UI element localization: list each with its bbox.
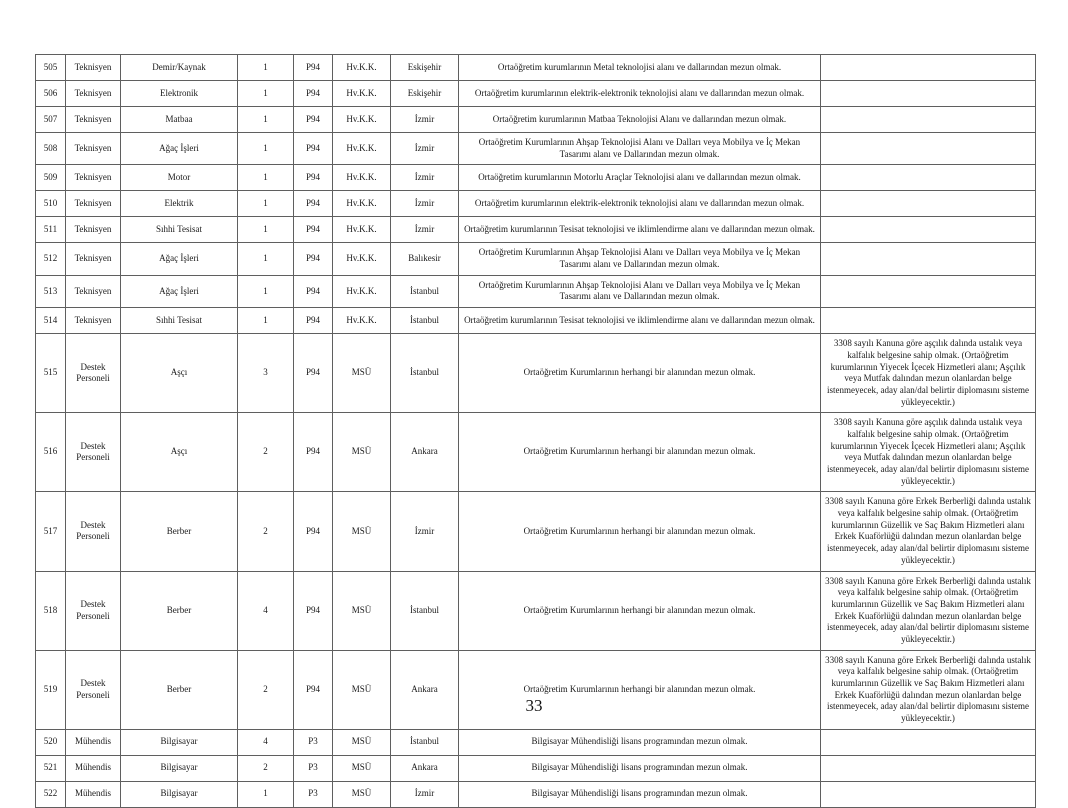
cell-note bbox=[821, 55, 1036, 81]
cell-note bbox=[821, 308, 1036, 334]
table-row bbox=[36, 492, 1036, 571]
positions-table bbox=[35, 54, 1036, 808]
table-row bbox=[36, 133, 1036, 165]
cell-city: İzmir bbox=[391, 107, 459, 133]
cell-note bbox=[821, 81, 1036, 107]
cell-branch: Berber bbox=[121, 650, 238, 729]
cell-count: 3 bbox=[238, 334, 294, 413]
cell-branch: Bilgisayar bbox=[121, 729, 238, 755]
cell-city: Balıkesir bbox=[391, 243, 459, 275]
cell-score: P94 bbox=[294, 243, 333, 275]
cell-city: İzmir bbox=[391, 133, 459, 165]
cell-seq: 512 bbox=[36, 243, 66, 275]
cell-seq: 507 bbox=[36, 107, 66, 133]
cell-institution: MSÜ bbox=[333, 755, 391, 781]
cell-city: İzmir bbox=[391, 165, 459, 191]
cell-title: Teknisyen bbox=[66, 107, 121, 133]
cell-note: 3308 sayılı Kanuna göre Erkek Berberliği dalında ustalık veya kalfalık belgesine sahip olmak. (Ortaöğretim kurumlarının Güzellik ve Saç Bakım Hizmetleri alanı Erkek Kuaförlüğü dalından mezun olanlardan belge istenmeyecek, aday alan/dal belirtir diplomasını sisteme yükleyecektir.) bbox=[821, 571, 1036, 650]
cell-institution: MSÜ bbox=[333, 334, 391, 413]
cell-branch: Sıhhi Tesisat bbox=[121, 308, 238, 334]
cell-branch: Aşçı bbox=[121, 413, 238, 492]
page-number: 33 bbox=[525, 696, 543, 715]
cell-city: Ankara bbox=[391, 650, 459, 729]
cell-count: 4 bbox=[238, 571, 294, 650]
cell-requirement: Ortaöğretim kurumlarının Tesisat teknolojisi ve iklimlendirme alanı ve dallarından mezun olmak. bbox=[459, 217, 821, 243]
cell-city: İstanbul bbox=[391, 571, 459, 650]
cell-seq: 511 bbox=[36, 217, 66, 243]
cell-city: İstanbul bbox=[391, 308, 459, 334]
cell-institution: Hv.K.K. bbox=[333, 165, 391, 191]
cell-requirement: Ortaöğretim Kurumlarının Ahşap Teknolojisi Alanı ve Dalları veya Mobilya ve İç Mekan Tasarımı alanı ve Dallarından mezun olmak. bbox=[459, 243, 821, 275]
cell-branch: Matbaa bbox=[121, 107, 238, 133]
cell-institution: Hv.K.K. bbox=[333, 217, 391, 243]
cell-institution: Hv.K.K. bbox=[333, 55, 391, 81]
cell-branch: Demir/Kaynak bbox=[121, 55, 238, 81]
cell-score: P94 bbox=[294, 217, 333, 243]
table-row bbox=[36, 729, 1036, 755]
cell-score: P3 bbox=[294, 781, 333, 807]
cell-title: Destek Personeli bbox=[66, 334, 121, 413]
cell-branch: Ağaç İşleri bbox=[121, 243, 238, 275]
cell-branch: Aşçı bbox=[121, 334, 238, 413]
cell-seq: 519 bbox=[36, 650, 66, 729]
cell-count: 1 bbox=[238, 165, 294, 191]
cell-count: 4 bbox=[238, 729, 294, 755]
cell-requirement: Ortaöğretim kurumlarının Motorlu Araçlar Teknolojisi alanı ve dallarından mezun olmak. bbox=[459, 165, 821, 191]
cell-title: Teknisyen bbox=[66, 165, 121, 191]
cell-requirement: Ortaöğretim kurumlarının elektrik-elektronik teknolojisi alanı ve dallarından mezun olmak. bbox=[459, 191, 821, 217]
cell-score: P94 bbox=[294, 191, 333, 217]
cell-institution: Hv.K.K. bbox=[333, 191, 391, 217]
cell-requirement: Ortaöğretim kurumlarının Tesisat teknolojisi ve iklimlendirme alanı ve dallarından mezun olmak. bbox=[459, 308, 821, 334]
cell-institution: Hv.K.K. bbox=[333, 275, 391, 307]
table-row bbox=[36, 413, 1036, 492]
cell-city: İstanbul bbox=[391, 334, 459, 413]
cell-seq: 505 bbox=[36, 55, 66, 81]
cell-title: Destek Personeli bbox=[66, 571, 121, 650]
cell-institution: MSÜ bbox=[333, 571, 391, 650]
cell-requirement: Ortaöğretim Kurumlarının herhangi bir alanından mezun olmak. bbox=[459, 413, 821, 492]
cell-note bbox=[821, 243, 1036, 275]
cell-title: Teknisyen bbox=[66, 308, 121, 334]
cell-institution: Hv.K.K. bbox=[333, 243, 391, 275]
cell-branch: Ağaç İşleri bbox=[121, 275, 238, 307]
cell-branch: Motor bbox=[121, 165, 238, 191]
cell-title: Destek Personeli bbox=[66, 492, 121, 571]
cell-requirement: Ortaöğretim Kurumlarının herhangi bir alanından mezun olmak. bbox=[459, 650, 821, 729]
cell-seq: 521 bbox=[36, 755, 66, 781]
table-row bbox=[36, 165, 1036, 191]
table-row bbox=[36, 781, 1036, 807]
cell-score: P94 bbox=[294, 650, 333, 729]
cell-institution: Hv.K.K. bbox=[333, 107, 391, 133]
cell-institution: MSÜ bbox=[333, 781, 391, 807]
cell-title: Teknisyen bbox=[66, 275, 121, 307]
cell-count: 2 bbox=[238, 492, 294, 571]
cell-count: 2 bbox=[238, 755, 294, 781]
table-body bbox=[36, 55, 1036, 808]
cell-seq: 514 bbox=[36, 308, 66, 334]
cell-count: 1 bbox=[238, 55, 294, 81]
cell-score: P94 bbox=[294, 334, 333, 413]
cell-score: P3 bbox=[294, 755, 333, 781]
cell-title: Teknisyen bbox=[66, 55, 121, 81]
cell-requirement: Bilgisayar Mühendisliği lisans programından mezun olmak. bbox=[459, 781, 821, 807]
cell-city: Ankara bbox=[391, 755, 459, 781]
cell-city: İzmir bbox=[391, 492, 459, 571]
cell-note: 3308 sayılı Kanuna göre Erkek Berberliği dalında ustalık veya kalfalık belgesine sahip olmak. (Ortaöğretim kurumlarının Güzellik ve Saç Bakım Hizmetleri alanı Erkek Kuaförlüğü dalından mezun olanlardan belge istenmeyecek, aday alan/dal belirtir diplomasını sisteme yükleyecektir.) bbox=[821, 492, 1036, 571]
cell-city: İstanbul bbox=[391, 729, 459, 755]
cell-title: Teknisyen bbox=[66, 81, 121, 107]
cell-requirement: Bilgisayar Mühendisliği lisans programından mezun olmak. bbox=[459, 755, 821, 781]
cell-score: P94 bbox=[294, 133, 333, 165]
cell-seq: 508 bbox=[36, 133, 66, 165]
cell-branch: Elektronik bbox=[121, 81, 238, 107]
cell-seq: 520 bbox=[36, 729, 66, 755]
cell-city: İzmir bbox=[391, 191, 459, 217]
cell-score: P94 bbox=[294, 107, 333, 133]
cell-seq: 510 bbox=[36, 191, 66, 217]
cell-score: P94 bbox=[294, 571, 333, 650]
cell-count: 1 bbox=[238, 781, 294, 807]
cell-institution: MSÜ bbox=[333, 729, 391, 755]
cell-score: P94 bbox=[294, 413, 333, 492]
cell-seq: 506 bbox=[36, 81, 66, 107]
cell-city: Ankara bbox=[391, 413, 459, 492]
cell-count: 1 bbox=[238, 308, 294, 334]
cell-score: P94 bbox=[294, 55, 333, 81]
cell-score: P3 bbox=[294, 729, 333, 755]
cell-note bbox=[821, 781, 1036, 807]
cell-branch: Bilgisayar bbox=[121, 755, 238, 781]
cell-count: 1 bbox=[238, 243, 294, 275]
cell-score: P94 bbox=[294, 308, 333, 334]
cell-requirement: Ortaöğretim Kurumlarının herhangi bir alanından mezun olmak. bbox=[459, 492, 821, 571]
cell-institution: MSÜ bbox=[333, 492, 391, 571]
cell-seq: 522 bbox=[36, 781, 66, 807]
cell-branch: Ağaç İşleri bbox=[121, 133, 238, 165]
cell-branch: Sıhhi Tesisat bbox=[121, 217, 238, 243]
cell-branch: Berber bbox=[121, 571, 238, 650]
cell-note bbox=[821, 107, 1036, 133]
table-row bbox=[36, 334, 1036, 413]
cell-city: Eskişehir bbox=[391, 55, 459, 81]
cell-note bbox=[821, 133, 1036, 165]
cell-institution: Hv.K.K. bbox=[333, 308, 391, 334]
cell-institution: MSÜ bbox=[333, 413, 391, 492]
cell-count: 1 bbox=[238, 217, 294, 243]
cell-note: 3308 sayılı Kanuna göre aşçılık dalında ustalık veya kalfalık belgesine sahip olmak. (Ortaöğretim kurumlarının Yiyecek İçecek Hizmetleri alanı; Aşçılık veya Mutfak dalından mezun olanlardan belge istenmeyecek, aday alan/dal belirtir diplomasını sisteme yükleyecektir.) bbox=[821, 413, 1036, 492]
cell-institution: Hv.K.K. bbox=[333, 133, 391, 165]
cell-branch: Elektrik bbox=[121, 191, 238, 217]
cell-title: Mühendis bbox=[66, 729, 121, 755]
cell-count: 1 bbox=[238, 191, 294, 217]
cell-note: 3308 sayılı Kanuna göre Erkek Berberliği dalında ustalık veya kalfalık belgesine sahip olmak. (Ortaöğretim kurumlarının Güzellik ve Saç Bakım Hizmetleri alanı Erkek Kuaförlüğü dalından mezun olanlardan belge istenmeyecek, aday alan/dal belirtir diplomasını sisteme yükleyecektir.) bbox=[821, 650, 1036, 729]
cell-seq: 509 bbox=[36, 165, 66, 191]
cell-title: Mühendis bbox=[66, 781, 121, 807]
cell-score: P94 bbox=[294, 275, 333, 307]
cell-title: Destek Personeli bbox=[66, 413, 121, 492]
cell-count: 2 bbox=[238, 413, 294, 492]
cell-seq: 516 bbox=[36, 413, 66, 492]
cell-title: Teknisyen bbox=[66, 133, 121, 165]
cell-requirement: Ortaöğretim Kurumlarının Ahşap Teknolojisi Alanı ve Dalları veya Mobilya ve İç Mekan Tasarımı alanı ve Dallarından mezun olmak. bbox=[459, 275, 821, 307]
table-row bbox=[36, 308, 1036, 334]
cell-institution: MSÜ bbox=[333, 650, 391, 729]
cell-note bbox=[821, 755, 1036, 781]
table-row bbox=[36, 81, 1036, 107]
cell-count: 2 bbox=[238, 650, 294, 729]
cell-branch: Berber bbox=[121, 492, 238, 571]
cell-count: 1 bbox=[238, 107, 294, 133]
cell-note: 3308 sayılı Kanuna göre aşçılık dalında ustalık veya kalfalık belgesine sahip olmak. (Ortaöğretim kurumlarının Yiyecek İçecek Hizmetleri alanı; Aşçılık veya Mutfak dalından mezun olanlardan belge istenmeyecek, aday alan/dal belirtir diplomasını sisteme yükleyecektir.) bbox=[821, 334, 1036, 413]
cell-requirement: Ortaöğretim kurumlarının elektrik-elektronik teknolojisi alanı ve dallarından mezun olmak. bbox=[459, 81, 821, 107]
cell-city: İstanbul bbox=[391, 275, 459, 307]
table-row bbox=[36, 107, 1036, 133]
cell-count: 1 bbox=[238, 275, 294, 307]
cell-score: P94 bbox=[294, 492, 333, 571]
cell-requirement: Ortaöğretim Kurumlarının Ahşap Teknolojisi Alanı ve Dalları veya Mobilya ve İç Mekan Tasarımı alanı ve Dallarından mezun olmak. bbox=[459, 133, 821, 165]
cell-requirement: Ortaöğretim Kurumlarının herhangi bir alanından mezun olmak. bbox=[459, 334, 821, 413]
table-row bbox=[36, 755, 1036, 781]
table-row bbox=[36, 571, 1036, 650]
cell-seq: 517 bbox=[36, 492, 66, 571]
cell-seq: 518 bbox=[36, 571, 66, 650]
table-row bbox=[36, 243, 1036, 275]
cell-note bbox=[821, 165, 1036, 191]
table-row bbox=[36, 650, 1036, 729]
cell-note bbox=[821, 217, 1036, 243]
cell-note bbox=[821, 729, 1036, 755]
cell-title: Destek Personeli bbox=[66, 650, 121, 729]
cell-requirement: Ortaöğretim kurumlarının Metal teknolojisi alanı ve dallarından mezun olmak. bbox=[459, 55, 821, 81]
cell-title: Teknisyen bbox=[66, 243, 121, 275]
cell-title: Teknisyen bbox=[66, 191, 121, 217]
cell-count: 1 bbox=[238, 81, 294, 107]
cell-requirement: Ortaöğretim Kurumlarının herhangi bir alanından mezun olmak. bbox=[459, 571, 821, 650]
cell-seq: 513 bbox=[36, 275, 66, 307]
cell-note bbox=[821, 191, 1036, 217]
cell-requirement: Ortaöğretim kurumlarının Matbaa Teknolojisi Alanı ve dallarından mezun olmak. bbox=[459, 107, 821, 133]
cell-note bbox=[821, 275, 1036, 307]
cell-city: Eskişehir bbox=[391, 81, 459, 107]
table-row bbox=[36, 275, 1036, 307]
table-row bbox=[36, 191, 1036, 217]
cell-title: Mühendis bbox=[66, 755, 121, 781]
cell-requirement: Bilgisayar Mühendisliği lisans programından mezun olmak. bbox=[459, 729, 821, 755]
cell-institution: Hv.K.K. bbox=[333, 81, 391, 107]
cell-score: P94 bbox=[294, 81, 333, 107]
cell-city: İzmir bbox=[391, 781, 459, 807]
table-row bbox=[36, 217, 1036, 243]
cell-score: P94 bbox=[294, 165, 333, 191]
cell-count: 1 bbox=[238, 133, 294, 165]
cell-title: Teknisyen bbox=[66, 217, 121, 243]
cell-branch: Bilgisayar bbox=[121, 781, 238, 807]
cell-seq: 515 bbox=[36, 334, 66, 413]
cell-city: İzmir bbox=[391, 217, 459, 243]
table-row bbox=[36, 55, 1036, 81]
